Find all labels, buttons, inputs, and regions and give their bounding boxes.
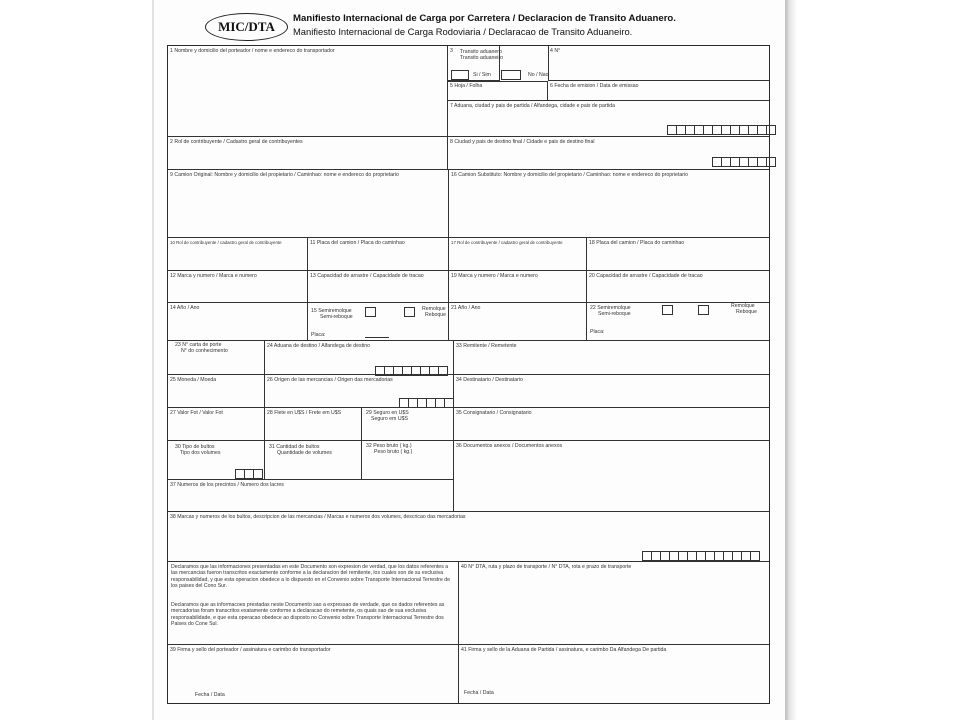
field-27-fot-value[interactable] [168, 408, 265, 441]
form-title-spanish: Manifiesto Internacional de Carga por Carretera / Declaracion de Transito Aduanero. [293, 13, 676, 24]
field-15-trailer-checkbox[interactable] [404, 307, 415, 317]
field-7-label: 7 Aduana, ciudad y pais de partida / Alfandega, cidade e pais de partida [450, 103, 615, 109]
field-22-semitrailer-label: 22 Semiremolque [590, 305, 631, 311]
field-15-plate-line [365, 337, 389, 338]
field-4-label: 4 N° [550, 48, 561, 54]
field-41-label: 41 Firma y sello de la Aduana de Partida / assinatura, e carimbo Da Alfandega De partida [461, 647, 667, 653]
field-23-label-pt: N° do conhecimento [181, 348, 228, 354]
page-edge-shadow [785, 0, 797, 720]
field-35-label: 35 Consignatario / Consignatario [456, 410, 532, 416]
field-2-taxpayer[interactable] [168, 137, 448, 170]
field-16-label: 16 Camion Substituto: Nombre y domicilio del propietario / Caminhao: nome e endereco do proprietario [451, 172, 689, 178]
field-3-label-pt: Transito aduaneiro [460, 55, 504, 61]
field-19-label: 19 Marca y numero / Marca e numero [451, 273, 538, 279]
logo-text: MIC/DTA [218, 19, 275, 34]
field-14-label: 14 Año / Ano [170, 305, 200, 311]
field-11-truck-plate[interactable] [308, 238, 449, 271]
field-1-carrier[interactable] [168, 46, 448, 137]
field-11-label: 11 Placa del camion / Placa do caminhao [310, 240, 405, 246]
field-15-semitrailer-checkbox[interactable] [365, 307, 376, 317]
field-22-trailer-checkbox[interactable] [698, 305, 709, 315]
field-41-date-label: Fecha / Data [464, 690, 494, 696]
field-25-label: 25 Moneda / Moeda [170, 377, 217, 383]
field-34-label: 34 Destinatario / Destinatario [456, 377, 523, 383]
field-3-number: 3 [450, 48, 453, 54]
field-8-label: 8 Ciudad y pais de destino final / Cidade e pais de destino final [450, 139, 595, 145]
field-7-code-boxes[interactable] [668, 125, 776, 135]
field-10-label: 10 Rol de contribuyente / cadastro geral de contribuyente [170, 240, 282, 245]
field-29-label-pt: Seguro em U$S [371, 416, 408, 422]
field-4-number[interactable] [548, 46, 769, 81]
field-34-consignee[interactable] [454, 375, 769, 408]
field-19-brand[interactable] [449, 271, 587, 303]
field-14-year[interactable] [168, 303, 308, 341]
field-33-label: 33 Remitente / Remetente [456, 343, 517, 349]
field-3-label-es: Transito aduanero [460, 49, 502, 55]
field-9-label: 9 Camion Original: Nombre y domicilio del propietario / Caminhao: nome e endereco do proprietario [170, 172, 399, 178]
field-22-semitrailer-checkbox[interactable] [662, 305, 673, 315]
field-3-si-checkbox[interactable] [451, 70, 469, 80]
field-20-label: 20 Capacidad de arrastre / Capacidade de tracao [589, 273, 703, 279]
field-36-attached-docs[interactable] [454, 441, 769, 512]
field-32-label-es: 32 Peso bruto ( kg.) [366, 443, 412, 449]
field-13-label: 13 Capacidad de arrastre / Capacidade de tracao [310, 273, 424, 279]
field-20-towing-capacity[interactable] [587, 271, 769, 303]
field-17-taxpayer[interactable] [449, 238, 587, 271]
field-28-label: 28 Flete en U$S / Frete em U$S [267, 410, 342, 416]
field-30-label-es: 30 Tipo de bultos [175, 444, 215, 450]
field-38-code-boxes[interactable] [643, 551, 760, 561]
form-title-portuguese: Manifiesto Internacional de Carga Rodoviaria / Declaracao de Transito Aduaneiro. [293, 26, 633, 37]
field-8-code-boxes[interactable] [713, 157, 776, 167]
field-5-label: 5 Hoja / Folha [450, 83, 483, 89]
field-33-sender[interactable] [454, 341, 769, 375]
field-31-label-es: 31 Cantidad de bultos [269, 444, 320, 450]
field-40-label: 40 N° DTA, ruta y plazo de transporte / N° DTA, rota e prazo de transporte [461, 564, 632, 570]
field-37-label: 37 Numeros de los precintos / Numero dos lacres [170, 482, 284, 488]
field-38-label: 38 Marcas y numeros de los bultos, descripcion de las mercancias / Marcas e numeros dos volumes, descricao das mercadorias [170, 514, 466, 520]
field-1-label: 1 Nombre y domicilio del porteador / nome e endereco do transportador [170, 48, 335, 54]
field-22-plate-label: Placa: [590, 329, 605, 335]
field-22-trailer-pt: Reboque [736, 309, 758, 315]
field-12-label: 12 Marca y numero / Marca e numero [170, 273, 257, 279]
field-15-semitrailer-pt: Semi-reboque [320, 314, 353, 320]
field-12-brand[interactable] [168, 271, 308, 303]
field-28-freight[interactable] [265, 408, 362, 441]
field-36-label: 36 Documentos anexos / Documentos anexos [456, 443, 563, 449]
field-30-code-boxes[interactable] [236, 469, 263, 479]
field-24-label: 24 Aduana de destino / Alfandega de destino [267, 343, 370, 349]
field-30-label-pt: Tipo dos volumes [180, 450, 221, 456]
field-40-dta-route[interactable] [459, 562, 769, 645]
field-18-truck-plate[interactable] [587, 238, 769, 271]
field-39-date-label: Fecha / Data [195, 692, 225, 698]
field-15-plate-label: Placa: [311, 332, 326, 338]
declaration-text-spanish: Declaramos que las informaciones presentadas en este Documento son expresion de verdad, que los datos referentes a las mercancias fueron transcritos exactamente conforme a la declaracion del remitente, los cuales son de su exclusiva responsabilidad, y que esta operacion obedece a lo dispuesto en el Convenio sobre Transporte Internacional Terrestre de los paises del Cono Sur. [171, 564, 451, 590]
field-39-label: 39 Firma y sello del porteador / assinatura e carimbo do transportador [170, 647, 331, 653]
field-21-label: 21 Año / Ano [451, 305, 481, 311]
field-6-issue-date[interactable] [548, 81, 769, 101]
field-35-notify-party[interactable] [454, 408, 769, 441]
field-13-towing-capacity[interactable] [308, 271, 449, 303]
field-17-label: 17 Rol de contribuyente / cadastro geral de contribuyente [451, 240, 563, 245]
field-10-taxpayer[interactable] [168, 238, 308, 271]
declaration-text-portuguese: Declaramos que as informacoes prestadas neste Documento sao a expressao de verdade, que os dados referentes as mercadorias foram transcritos exatamente conforme a declaracao do remetente, os quais sao de sua exclusiva responsabilidade, e que esta operacao obedece ao disposto no Convenio sobre Transporte Internacional Terrestre dos Paises do Cone Sul. [171, 602, 445, 628]
mic-dta-logo [205, 13, 288, 41]
field-15-trailer-pt: Reboque [425, 312, 447, 318]
field-6-label: 6 Fecha de emision / Data de emissao [550, 83, 639, 89]
field-16-substitute-truck[interactable] [449, 170, 769, 238]
field-32-label-pt: Peso bruto ( kg.) [374, 449, 413, 455]
field-23-label-es: 23 N° carta de porte [175, 342, 222, 348]
field-27-label: 27 Valor Fot / Valor Fot [170, 410, 223, 416]
field-15-trailer-label: Remolque [422, 306, 446, 312]
field-26-label: 26 Origen de las mercancias / Origen das mercadorias [267, 377, 393, 383]
field-3-si-label: Si / Sim [473, 72, 491, 78]
field-25-currency[interactable] [168, 375, 265, 408]
field-26-code-boxes[interactable] [400, 398, 454, 408]
field-41-customs-signature[interactable] [459, 645, 769, 703]
field-21-year[interactable] [449, 303, 587, 341]
field-3-no-checkbox[interactable] [501, 70, 521, 80]
field-31-label-pt: Quantidade de volumes [277, 450, 332, 456]
mic-dta-form [167, 45, 770, 704]
field-15-semitrailer-label: 15 Semiremolque [311, 308, 352, 314]
field-5-sheet[interactable] [448, 81, 548, 101]
field-9-original-truck[interactable] [168, 170, 449, 238]
field-3-no-label: No / Nao [528, 72, 549, 78]
field-18-label: 18 Placa del camion / Placa do caminhao [589, 240, 685, 246]
field-22-trailer-label: Remolque [731, 303, 755, 309]
field-29-label-es: 29 Seguro en U$S [366, 410, 409, 416]
field-37-seal-numbers[interactable] [168, 480, 454, 512]
field-22-semitrailer-pt: Semi-reboque [598, 311, 631, 317]
field-2-label: 2 Rol de contribuyente / Cadastro geral de contribuyentes [170, 139, 303, 145]
